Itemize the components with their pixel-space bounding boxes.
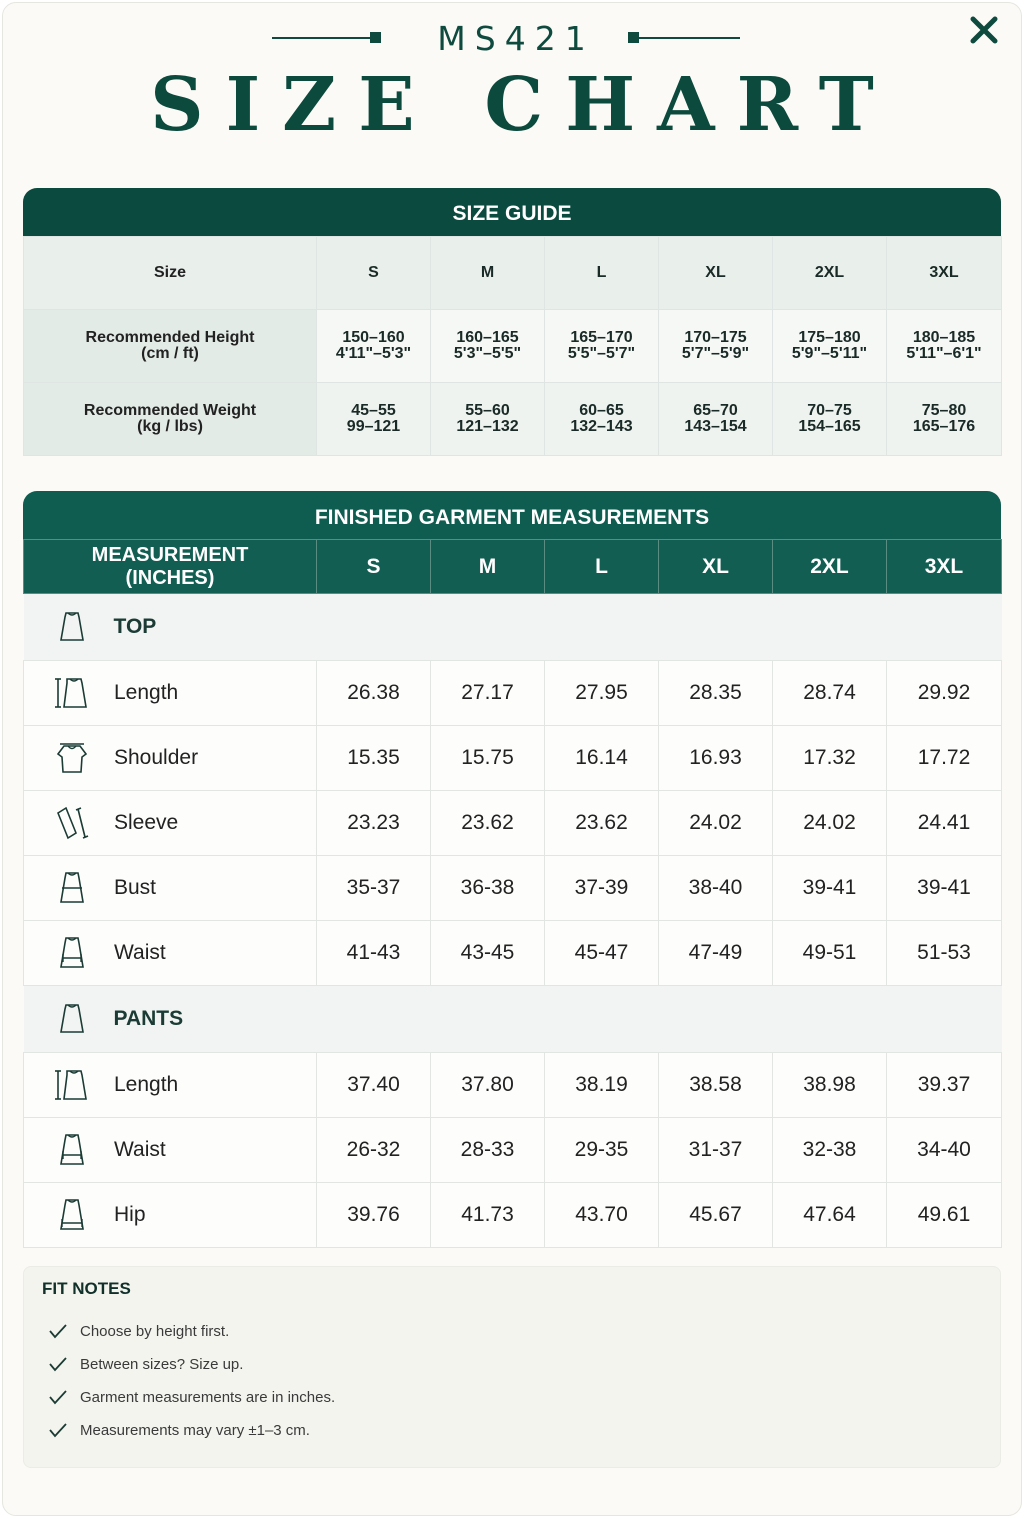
measurement-value: 31-37 xyxy=(659,1118,773,1183)
fit-note-item xyxy=(48,1354,243,1374)
fit-note-text: Measurements may vary ±1–3 cm. xyxy=(80,1421,310,1439)
height-cell xyxy=(431,310,545,383)
height-label-line1: Recommended Height xyxy=(85,329,255,346)
size-col-header: L xyxy=(545,540,659,594)
weight-label xyxy=(24,383,317,456)
measurement-value: 23.62 xyxy=(545,791,659,856)
measurement-label-cell xyxy=(24,1053,317,1118)
garment-title: FINISHED GARMENT MEASUREMENTS xyxy=(23,491,1001,539)
weight-row xyxy=(24,383,1002,456)
measurement-value: 36-38 xyxy=(431,856,545,921)
weight-lbs: 132–143 xyxy=(570,418,633,435)
fit-note-item xyxy=(48,1321,229,1341)
weight-lbs: 165–176 xyxy=(912,418,976,435)
measurement-label-cell xyxy=(24,921,317,986)
measurement-value: 26.38 xyxy=(317,661,431,726)
measurement-value: 38-40 xyxy=(659,856,773,921)
height-cell xyxy=(317,310,431,383)
measurement-value: 26-32 xyxy=(317,1118,431,1183)
measurement-value: 45-47 xyxy=(545,921,659,986)
measurement-value: 49.61 xyxy=(887,1183,1002,1248)
measurement-name: Sleeve xyxy=(114,811,179,834)
size-guide-table xyxy=(23,236,1002,456)
height-cell xyxy=(545,310,659,383)
model-number: MS421 xyxy=(437,19,595,58)
measurement-name: Length xyxy=(114,681,179,704)
height-cm: 175–180 xyxy=(798,329,861,346)
size-label: Size xyxy=(24,237,317,310)
measurement-value: 47.64 xyxy=(773,1183,887,1248)
height-ft: 5'9"–5'11" xyxy=(791,345,868,362)
size-col-header: S xyxy=(317,540,431,594)
size-col-header: 2XL xyxy=(773,540,887,594)
measurement-value: 41.73 xyxy=(431,1183,545,1248)
weight-kg: 55–60 xyxy=(465,402,510,419)
weight-label-line1: Recommended Weight xyxy=(83,402,257,419)
measurement-value: 15.35 xyxy=(317,726,431,791)
check-icon xyxy=(48,1387,68,1407)
section-label: TOP xyxy=(113,615,157,638)
length-icon xyxy=(52,673,92,713)
height-cm: 160–165 xyxy=(456,329,519,346)
table-row xyxy=(24,1183,1002,1248)
height-ft: 4'11"–5'3" xyxy=(335,345,412,362)
height-cell xyxy=(659,310,773,383)
measurement-name: Length xyxy=(114,1073,179,1096)
measurement-value: 45.67 xyxy=(659,1183,773,1248)
weight-lbs: 143–154 xyxy=(684,418,747,435)
weight-cell xyxy=(317,383,431,456)
height-cm: 170–175 xyxy=(684,329,747,346)
size-col-header: 3XL xyxy=(887,540,1002,594)
size-row xyxy=(24,237,1002,310)
measurement-name: Shoulder xyxy=(114,746,199,769)
measurement-name: Bust xyxy=(114,876,157,899)
garment-header-row xyxy=(24,540,1002,594)
length-icon xyxy=(52,1065,92,1105)
weight-cell xyxy=(545,383,659,456)
measurement-value: 23.62 xyxy=(431,791,545,856)
garment-table xyxy=(23,539,1002,1248)
garment-icon xyxy=(52,607,92,647)
table-row xyxy=(24,1118,1002,1183)
height-ft: 5'11"–6'1" xyxy=(906,345,982,362)
size-cell: 3XL xyxy=(887,237,1002,310)
fit-notes-title: FIT NOTES xyxy=(42,1279,131,1298)
height-cell xyxy=(887,310,1002,383)
measurement-value: 39.37 xyxy=(887,1053,1002,1118)
height-label-line2: (cm / ft) xyxy=(141,345,199,362)
measurement-col-line2: (INCHES) xyxy=(125,566,215,589)
height-ft: 5'5"–5'7" xyxy=(567,345,636,362)
table-row xyxy=(24,726,1002,791)
measurement-value: 15.75 xyxy=(431,726,545,791)
measurement-value: 41-43 xyxy=(317,921,431,986)
table-row xyxy=(24,856,1002,921)
height-ft: 5'7"–5'9" xyxy=(681,345,750,362)
waist-icon xyxy=(52,1130,92,1170)
weight-cell xyxy=(887,383,1002,456)
measurement-value: 28.35 xyxy=(659,661,773,726)
table-row xyxy=(24,1053,1002,1118)
measurement-label-cell xyxy=(24,1118,317,1183)
weight-cell xyxy=(431,383,545,456)
weight-cell xyxy=(659,383,773,456)
measurement-value: 37.80 xyxy=(431,1053,545,1118)
check-icon xyxy=(48,1321,68,1341)
height-ft: 5'3"–5'5" xyxy=(453,345,522,362)
measurement-value: 38.19 xyxy=(545,1053,659,1118)
measurement-value: 43.70 xyxy=(545,1183,659,1248)
measurement-value: 35-37 xyxy=(317,856,431,921)
measurement-value: 37.40 xyxy=(317,1053,431,1118)
measurement-value: 39-41 xyxy=(773,856,887,921)
height-cm: 150–160 xyxy=(342,329,405,346)
weight-label-line2: (kg / lbs) xyxy=(137,418,203,435)
measurement-value: 37-39 xyxy=(545,856,659,921)
measurement-value: 49-51 xyxy=(773,921,887,986)
weight-lbs: 154–165 xyxy=(798,418,861,435)
measurement-value: 23.23 xyxy=(317,791,431,856)
shoulder-icon xyxy=(52,738,92,778)
fit-note-text: Garment measurements are in inches. xyxy=(80,1388,336,1406)
height-row xyxy=(24,310,1002,383)
fit-notes-panel xyxy=(23,1266,1001,1468)
size-cell: 2XL xyxy=(773,237,887,310)
measurement-value: 47-49 xyxy=(659,921,773,986)
size-cell: S xyxy=(317,237,431,310)
measurement-value: 39.76 xyxy=(317,1183,431,1248)
fit-note-text: Choose by height first. xyxy=(80,1322,230,1340)
sleeve-icon xyxy=(52,803,92,843)
measurement-col-header xyxy=(24,540,317,594)
fit-note-text: Between sizes? Size up. xyxy=(80,1355,244,1373)
waist-icon xyxy=(52,933,92,973)
measurement-value: 17.72 xyxy=(887,726,1002,791)
measurement-value: 24.02 xyxy=(659,791,773,856)
size-guide-title: SIZE GUIDE xyxy=(23,188,1001,236)
measurement-name: Waist xyxy=(114,941,166,964)
measurement-label-cell xyxy=(24,661,317,726)
check-icon xyxy=(48,1420,68,1440)
size-cell: L xyxy=(545,237,659,310)
top-section-row xyxy=(24,594,1002,661)
measurement-value: 32-38 xyxy=(773,1118,887,1183)
fit-note-item xyxy=(48,1387,335,1407)
measurement-label-cell xyxy=(24,791,317,856)
check-icon xyxy=(48,1354,68,1374)
section-header xyxy=(24,986,1002,1053)
hip-icon xyxy=(52,1195,92,1235)
measurement-value: 28-33 xyxy=(431,1118,545,1183)
size-col-header: M xyxy=(431,540,545,594)
measurement-value: 39-41 xyxy=(887,856,1002,921)
measurement-col-line1: MEASUREMENT xyxy=(91,543,249,566)
measurement-name: Waist xyxy=(114,1138,166,1161)
bust-icon xyxy=(52,868,92,908)
measurement-value: 51-53 xyxy=(887,921,1002,986)
page-title: SIZE CHART xyxy=(150,62,896,148)
measurement-value: 38.98 xyxy=(773,1053,887,1118)
measurement-value: 16.14 xyxy=(545,726,659,791)
section-header xyxy=(24,594,1002,661)
measurement-label-cell xyxy=(24,1183,317,1248)
weight-kg: 75–80 xyxy=(921,402,967,419)
weight-lbs: 121–132 xyxy=(456,418,519,435)
fit-note-item xyxy=(48,1420,310,1440)
weight-kg: 60–65 xyxy=(579,402,624,419)
size-col-header: XL xyxy=(659,540,773,594)
measurement-value: 24.41 xyxy=(887,791,1002,856)
measurement-value: 28.74 xyxy=(773,661,887,726)
weight-kg: 65–70 xyxy=(693,402,738,419)
measurement-value: 27.17 xyxy=(431,661,545,726)
measurement-value: 29.92 xyxy=(887,661,1002,726)
weight-lbs: 99–121 xyxy=(346,418,401,435)
size-cell: XL xyxy=(659,237,773,310)
measurement-value: 38.58 xyxy=(659,1053,773,1118)
weight-kg: 45–55 xyxy=(351,402,396,419)
weight-cell xyxy=(773,383,887,456)
table-row xyxy=(24,791,1002,856)
weight-kg: 70–75 xyxy=(807,402,852,419)
measurement-value: 29-35 xyxy=(545,1118,659,1183)
height-cell xyxy=(773,310,887,383)
table-row xyxy=(24,661,1002,726)
section-label: PANTS xyxy=(113,1007,184,1030)
measurement-value: 24.02 xyxy=(773,791,887,856)
measurement-value: 34-40 xyxy=(887,1118,1002,1183)
measurement-label-cell xyxy=(24,856,317,921)
table-row xyxy=(24,921,1002,986)
measurement-value: 16.93 xyxy=(659,726,773,791)
measurement-name: Hip xyxy=(114,1203,146,1226)
measurement-value: 27.95 xyxy=(545,661,659,726)
garment-icon xyxy=(52,999,92,1039)
measurement-value: 17.32 xyxy=(773,726,887,791)
height-label xyxy=(24,310,317,383)
pants-section-row xyxy=(24,986,1002,1053)
height-cm: 180–185 xyxy=(912,329,976,346)
size-cell: M xyxy=(431,237,545,310)
measurement-value: 43-45 xyxy=(431,921,545,986)
height-cm: 165–170 xyxy=(570,329,633,346)
measurement-label-cell xyxy=(24,726,317,791)
